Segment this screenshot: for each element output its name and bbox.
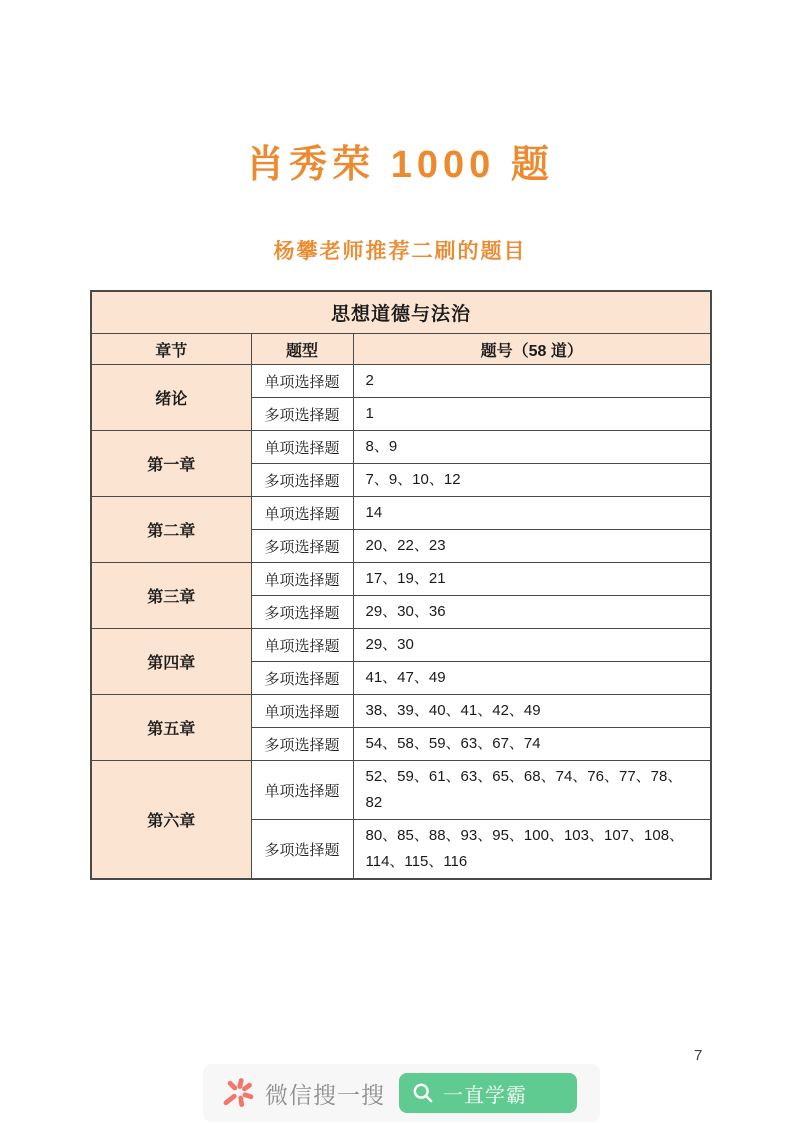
question-numbers-cell: 14	[353, 497, 711, 530]
question-type-cell: 单项选择题	[251, 365, 353, 398]
table-row	[91, 629, 711, 662]
column-header-chapter: 章节	[91, 334, 251, 365]
question-numbers-cell: 54、58、59、63、67、74	[353, 728, 711, 761]
chapter-cell: 第三章	[91, 563, 251, 629]
chapter-cell: 第二章	[91, 497, 251, 563]
wechat-search-label: 微信搜一搜	[265, 1081, 385, 1108]
question-numbers-cell: 7、9、10、12	[353, 464, 711, 497]
chapter-cell: 第四章	[91, 629, 251, 695]
table-title: 思想道德与法治	[91, 291, 711, 334]
question-numbers-cell: 1	[353, 398, 711, 431]
question-type-cell: 多项选择题	[251, 530, 353, 563]
table-body	[91, 365, 711, 880]
search-keyword-label: 一直学霸	[443, 1084, 527, 1107]
question-type-cell: 多项选择题	[251, 596, 353, 629]
question-numbers-cell: 29、30	[353, 629, 711, 662]
question-type-cell: 多项选择题	[251, 820, 353, 880]
question-type-cell: 多项选择题	[251, 728, 353, 761]
question-numbers-cell: 80、85、88、93、95、100、103、107、108、114、115、116	[353, 820, 711, 880]
question-type-cell: 多项选择题	[251, 398, 353, 431]
table-row	[91, 695, 711, 728]
question-type-cell: 单项选择题	[251, 761, 353, 820]
questions-table	[90, 290, 712, 880]
magnifier-icon	[412, 1082, 434, 1104]
question-numbers-cell: 17、19、21	[353, 563, 711, 596]
question-numbers-cell: 52、59、61、63、65、68、74、76、77、78、82	[353, 761, 711, 820]
table-row	[91, 761, 711, 820]
question-type-cell: 单项选择题	[251, 497, 353, 530]
table-row	[91, 365, 711, 398]
wechat-search-banner	[203, 1064, 600, 1122]
page-number: 7	[694, 1047, 703, 1064]
chapter-cell: 绪论	[91, 365, 251, 431]
question-type-cell: 单项选择题	[251, 695, 353, 728]
column-header-question-type: 题型	[251, 334, 353, 365]
table-row	[91, 563, 711, 596]
question-numbers-cell: 41、47、49	[353, 662, 711, 695]
question-numbers-cell: 8、9	[353, 431, 711, 464]
search-pill-button[interactable]	[399, 1073, 577, 1113]
question-type-cell: 单项选择题	[251, 431, 353, 464]
chapter-cell: 第五章	[91, 695, 251, 761]
question-numbers-cell: 2	[353, 365, 711, 398]
question-numbers-cell: 38、39、40、41、42、49	[353, 695, 711, 728]
question-numbers-cell: 20、22、23	[353, 530, 711, 563]
table-row	[91, 431, 711, 464]
wechat-search-spark-icon	[219, 1076, 256, 1110]
column-header-question-numbers: 题号（58 道）	[353, 334, 711, 365]
question-numbers-cell: 29、30、36	[353, 596, 711, 629]
question-type-cell: 多项选择题	[251, 662, 353, 695]
page-subtitle: 杨攀老师推荐二刷的题目	[273, 240, 527, 263]
chapter-cell: 第一章	[91, 431, 251, 497]
page-title: 肖秀荣 1000 题	[246, 144, 554, 186]
table-row	[91, 497, 711, 530]
question-type-cell: 单项选择题	[251, 563, 353, 596]
question-type-cell: 多项选择题	[251, 464, 353, 497]
chapter-cell: 第六章	[91, 761, 251, 880]
question-type-cell: 单项选择题	[251, 629, 353, 662]
